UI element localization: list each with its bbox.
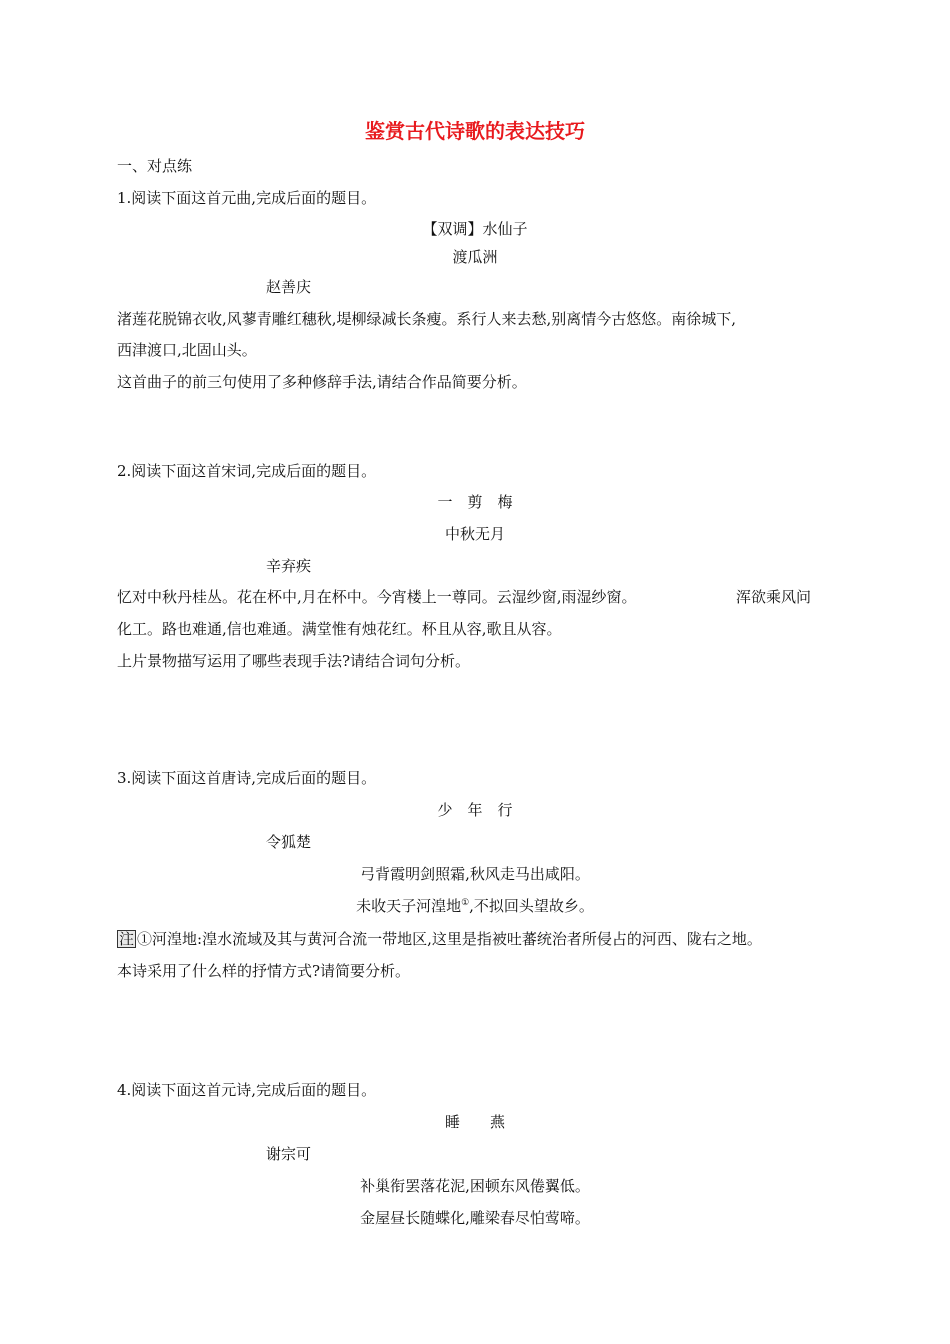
q2-question: 上片景物描写运用了哪些表现手法?请结合词句分析。 <box>117 652 471 670</box>
q4-prompt: 4.阅读下面这首元诗,完成后面的题目。 <box>117 1081 377 1099</box>
q2-author: 辛弃疾 <box>266 557 312 575</box>
q1-text-line2: 西津渡口,北固山头。 <box>117 341 257 359</box>
q3-note-text: ①河湟地:湟水流域及其与黄河合流一带地区,这里是指被吐蕃统治者所侵占的河西、陇右之地。 <box>137 930 762 948</box>
q4-poem-line1: 补巢衔罢落花泥,困顿东风倦翼低。 <box>360 1177 590 1195</box>
q3-poem-line2 <box>0 896 950 916</box>
page-title: 鉴赏古代诗歌的表达技巧 <box>365 119 585 143</box>
q2-prompt: 2.阅读下面这首宋词,完成后面的题目。 <box>117 462 377 480</box>
q1-tune: 【双调】水仙子 <box>422 220 528 238</box>
q4-author: 谢宗可 <box>266 1145 312 1163</box>
q3-poem-line2-b: ,不拟回头望故乡。 <box>469 897 594 915</box>
q2-text-line2: 化工。路也难通,信也难通。满堂惟有烛花红。杯且从容,歌且从容。 <box>117 620 562 638</box>
q3-note-label: 注 <box>119 930 135 948</box>
q1-question: 这首曲子的前三句使用了多种修辞手法,请结合作品简要分析。 <box>117 373 527 391</box>
q2-subtitle: 中秋无月 <box>444 525 505 543</box>
q1-text-line1: 渚莲花脱锦衣收,风蓼青雕红穗秋,堤柳绿减长条瘦。系行人来去愁,别离情今古悠悠。南徐城下, <box>117 310 737 328</box>
q2-tune: 一 剪 梅 <box>437 493 513 511</box>
section-heading: 一、对点练 <box>117 157 193 175</box>
q3-poem-line2-a: 未收天子河湟地 <box>356 897 462 915</box>
q2-text-line1a: 忆对中秋丹桂丛。花在杯中,月在杯中。今宵楼上一尊同。云湿纱窗,雨湿纱窗。 <box>117 588 637 606</box>
q1-prompt: 1.阅读下面这首元曲,完成后面的题目。 <box>117 189 377 207</box>
q3-author: 令狐楚 <box>266 833 312 851</box>
q1-subtitle: 渡瓜洲 <box>452 248 498 266</box>
q3-footnote-marker: ① <box>461 898 470 908</box>
q3-question: 本诗采用了什么样的抒情方式?请简要分析。 <box>117 962 411 980</box>
q4-title: 睡 燕 <box>444 1113 505 1131</box>
q3-note <box>117 929 762 949</box>
q2-text-line1b: 浑欲乘风问 <box>736 588 812 606</box>
q3-poem-line1: 弓背霞明剑照霜,秋风走马出咸阳。 <box>360 865 590 883</box>
q4-poem-line2: 金屋昼长随蝶化,雕梁春尽怕莺啼。 <box>360 1209 590 1227</box>
q3-title: 少 年 行 <box>437 801 513 819</box>
q1-author: 赵善庆 <box>266 278 312 296</box>
q3-prompt: 3.阅读下面这首唐诗,完成后面的题目。 <box>117 769 377 787</box>
